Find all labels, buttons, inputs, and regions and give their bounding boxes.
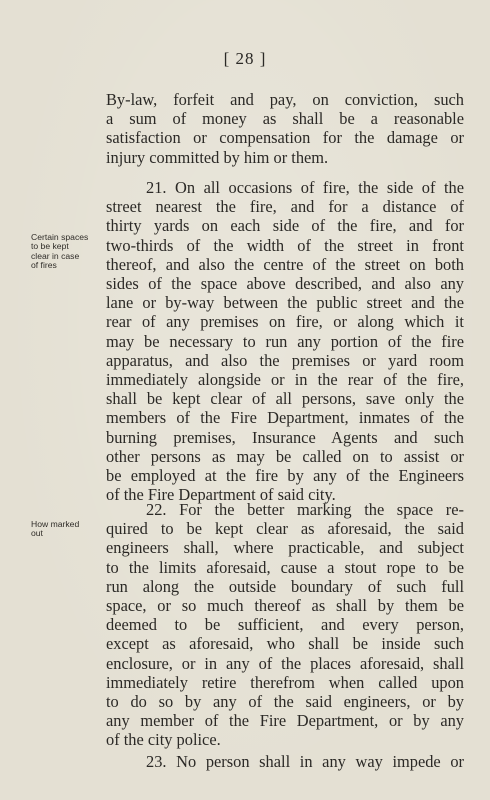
margin-note-line: Certain spaces [31,232,89,242]
text-line: injury committed by him or them. [106,147,329,167]
text-line: of the Fire Department of said city. [106,485,336,505]
text-line: quired to be kept clear as aforesaid, the said [106,519,464,539]
text-line: space, or so much thereof as shall by them be [106,596,464,616]
text-line: burning premises, Insurance Agents and such [106,427,464,447]
text-line: immediately retire therefrom when called upon [106,672,464,692]
section-23 [106,752,464,771]
paragraph-continuation [106,90,464,167]
text-line: a sum of money as shall be a reasonable [106,109,464,129]
margin-note-how-marked [31,520,109,539]
text-line: 21. On all occasions of fire, the side of the [146,178,464,197]
text-line: except as aforesaid, who shall be inside such [106,634,464,654]
text-line: be employed at the fire by any of the Engineers [106,466,464,486]
text-line: thereof, and also the centre of the street on both [106,254,464,274]
text-line: run along the outside boundary of such full [106,576,464,596]
text-line: rear of any premises on fire, or along which it [106,312,464,332]
text-line: two-thirds of the width of the street in front [106,235,464,255]
page-number: [ 28 ] [223,49,267,68]
text-line: 22. For the better marking the space re- [146,500,464,519]
margin-note-cleared-spaces [31,233,109,271]
text-line: members of the Fire Department, inmates of the [106,408,464,428]
text-line: shall be kept clear of all persons, save only the [106,389,464,409]
text-line: satisfaction or compensation for the damage or [106,128,464,148]
text-line: to do so by any of the said engineers, or by [106,692,464,712]
section-21 [106,178,464,504]
text-line: apparatus, and also the premises or yard room [106,350,464,370]
text-line: lane or by-way between the public street and the [106,293,464,313]
text-line: may be necessary to run any portion of the fire [106,331,464,351]
text-line: any member of the Fire Department, or by any [106,711,464,731]
text-line: sides of the space above described, and also any [106,274,464,294]
text-line: 23. No person shall in any way impede or [146,752,464,771]
text-line: thirty yards on each side of the fire, and for [106,216,464,236]
margin-note-line: clear in case [31,250,80,261]
text-line: immediately alongside or in the rear of the fire, [106,370,464,390]
margin-note-line: How marked [31,519,80,529]
text-line: By-law, forfeit and pay, on conviction, such [106,90,464,109]
text-line: street nearest the fire, and for a distance of [106,197,464,217]
text-line: deemed to be sufficient, and every person, [106,615,464,635]
text-line: enclosure, or in any of the places aforesaid, shall [106,653,464,673]
text-line: to the limits aforesaid, cause a stout rope to be [106,557,464,577]
margin-note-line: of fires [31,260,57,271]
text-line: engineers shall, where practicable, and subject [106,538,464,558]
text-line: of the city police. [106,730,221,750]
margin-note-line: to be kept [31,241,69,252]
text-line: other persons as may be called on to assist or [106,446,464,466]
section-22 [106,500,464,750]
margin-note-line: out [31,528,43,539]
